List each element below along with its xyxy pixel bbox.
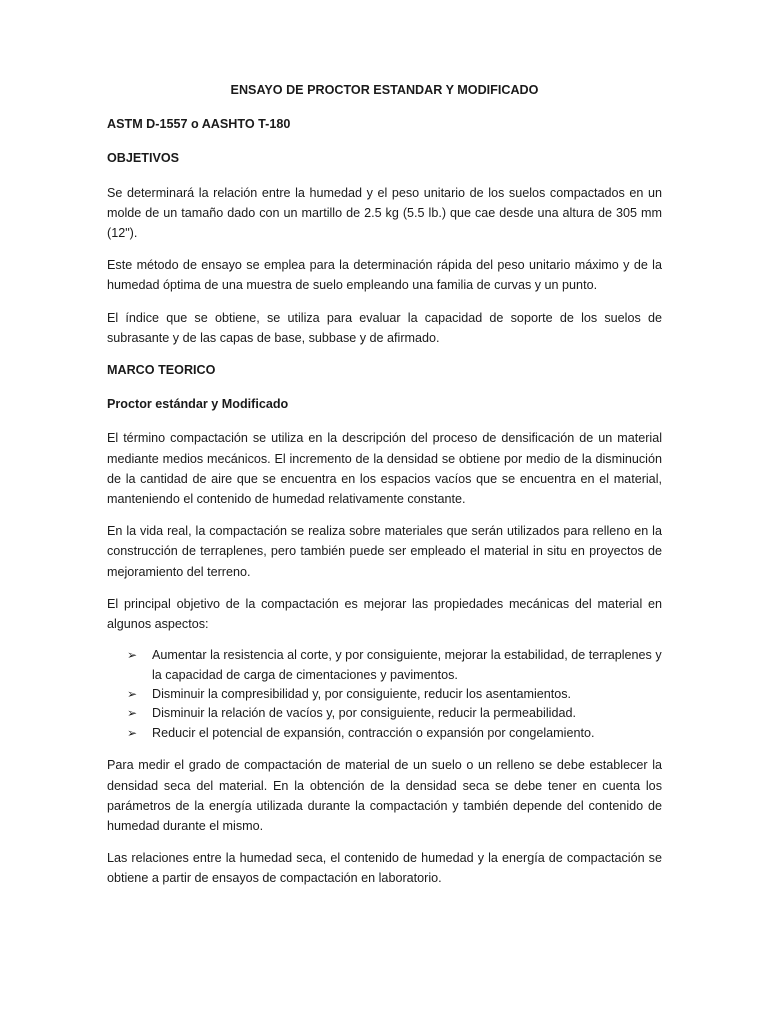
arrow-bullet-icon: ➢	[127, 725, 138, 740]
list-item-text: Disminuir la relación de vacíos y, por consiguiente, reducir la permeabilidad.	[152, 706, 576, 721]
list-item-text: Disminuir la compresibilidad y, por consiguiente, reducir los asentamientos.	[152, 687, 572, 702]
standard-reference: ASTM D-1557 o AASHTO T-180	[107, 117, 291, 132]
arrow-bullet-icon: ➢	[127, 687, 138, 702]
framework-heading: MARCO TEORICO	[107, 363, 216, 378]
objective-paragraph-1: Se determinará la relación entre la humedad y el peso unitario de los suelos compactados en un molde de un tamaño dado con un martillo de 2.5 kg (5.5 lb.) que cae desde una altura de 305 mm (12").	[107, 185, 662, 241]
list-item	[127, 724, 662, 743]
compaction-aims-list	[107, 646, 662, 743]
objective-paragraph-3: El índice que se obtiene, se utiliza para evaluar la capacidad de soporte de los suelos de subrasante y de las capas de base, subbase y de afirmado.	[107, 310, 662, 345]
framework-subheading: Proctor estándar y Modificado	[107, 397, 289, 412]
objectives-heading: OBJETIVOS	[107, 151, 180, 166]
list-item	[127, 646, 662, 685]
framework-paragraph-2: En la vida real, la compactación se realiza sobre materiales que serán utilizados para relleno en la construcción de terraplenes, pero también puede ser empleado el material in situ en proyectos de mejoramiento del terreno.	[107, 524, 662, 579]
list-item-text: Aumentar la resistencia al corte, y por consiguiente, mejorar la estabilidad, de terraplenes y la capacidad de carga de cimentaciones y pavimentos.	[152, 648, 662, 682]
arrow-bullet-icon: ➢	[127, 648, 138, 663]
arrow-bullet-icon: ➢	[127, 706, 138, 721]
closing-paragraph-2: Las relaciones entre la humedad seca, el contenido de humedad y la energía de compactación se obtiene a partir de ensayos de compactación en laboratorio.	[107, 851, 662, 886]
framework-paragraph-3: El principal objetivo de la compactación es mejorar las propiedades mecánicas del material en algunos aspectos:	[107, 596, 662, 632]
document-title: ENSAYO DE PROCTOR ESTANDAR Y MODIFICADO	[230, 83, 539, 97]
document-page	[107, 80, 662, 901]
closing-paragraph-1: Para medir el grado de compactación de material de un suelo o un relleno se debe establecer la densidad seca del material. En la obtención de la densidad seca se debe tener en cuenta los parámetros de la energía utilizada durante la compactación y también depende del contenido de humedad durante el mismo.	[107, 758, 662, 833]
framework-paragraph-1: El término compactación se utiliza en la descripción del proceso de densificación de un material mediante medios mecánicos. El incremento de la densidad se obtiene por medio de la disminución de la cantidad de aire que se encuentra en los espacios vacíos que se encuentra en el material, manteniendo el contenido de humedad relativamente constante.	[107, 431, 662, 507]
list-item	[127, 704, 662, 723]
objective-paragraph-2: Este método de ensayo se emplea para la determinación rápida del peso unitario máximo y de la humedad óptima de una muestra de suelo empleando una familia de curvas y un punto.	[107, 258, 662, 293]
list-item	[127, 685, 662, 704]
list-item-text: Reducir el potencial de expansión, contracción o expansión por congelamiento.	[152, 725, 595, 740]
